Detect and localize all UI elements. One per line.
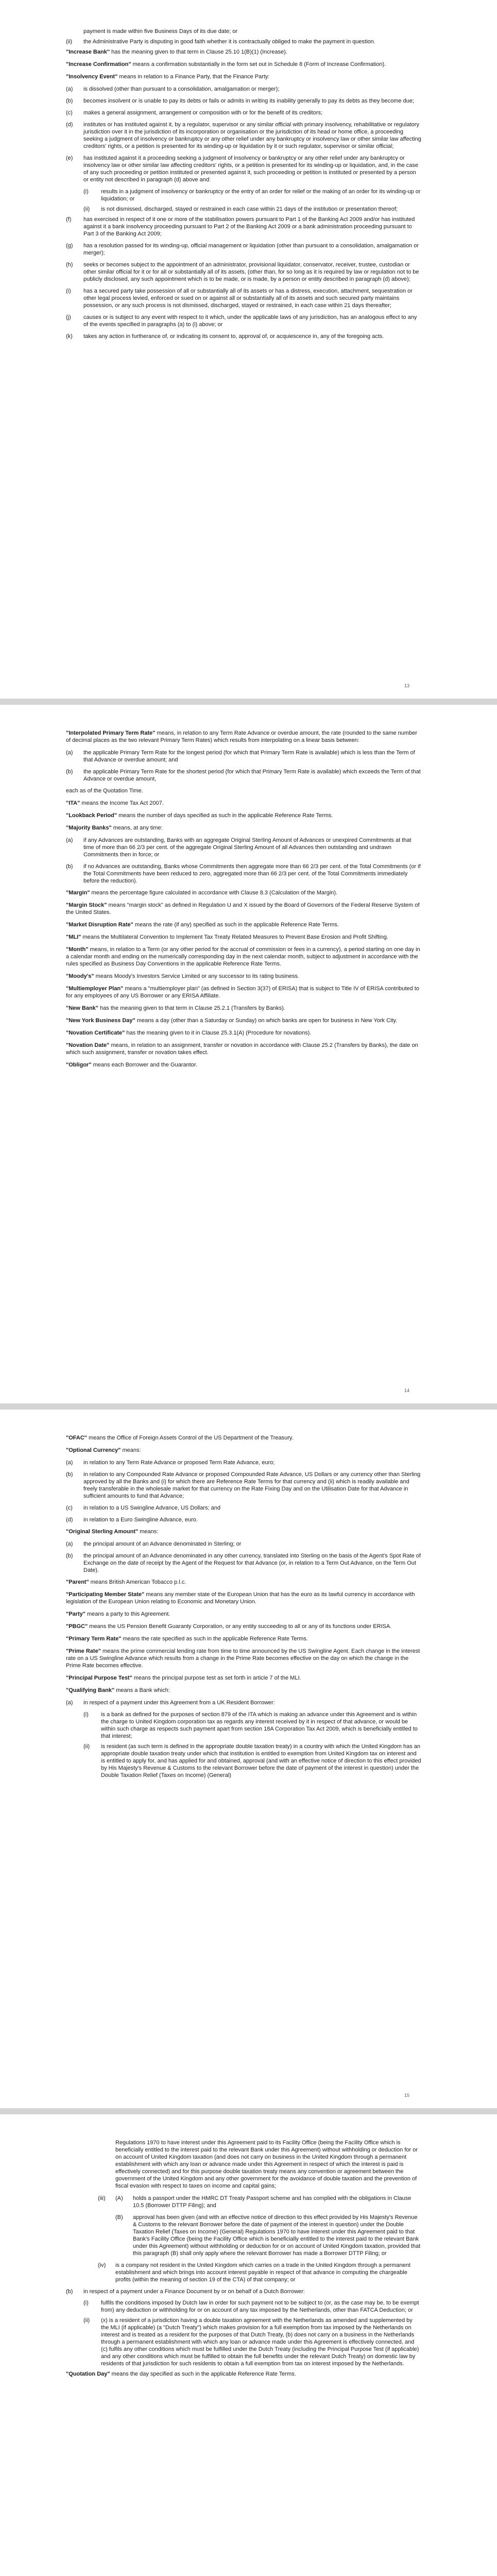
- list-item-label: (a): [66, 750, 73, 756]
- definition-paragraph: [66, 1447, 422, 1454]
- definition-paragraph: [66, 985, 422, 999]
- list-item: [115, 2214, 422, 2257]
- list-item: [83, 2299, 422, 2314]
- definition-text: means, in relation to any Term Rate Advance or overdue amount, the rate (rounded to the same number of decimal places as the two relevant Primary Term Rates) which results from interpolating on a linear basis between:: [66, 730, 417, 743]
- defined-term: "Party": [66, 1611, 85, 1617]
- defined-term: "Margin Stock": [66, 902, 107, 908]
- definition-paragraph: [66, 1579, 422, 1586]
- defined-term: "Insolvency Event": [66, 74, 118, 80]
- defined-term: "Multiemployer Plan": [66, 986, 124, 992]
- list-item: [66, 1552, 422, 1574]
- definition-paragraph: [66, 921, 422, 928]
- definition-paragraph: [66, 902, 422, 916]
- list-item-label: (ii): [83, 2317, 90, 2324]
- list-item: [66, 216, 422, 238]
- list-item-label: (i): [66, 288, 71, 294]
- defined-term: "Optional Currency": [66, 1447, 121, 1453]
- definition-paragraph: [66, 730, 422, 744]
- list-item: [66, 86, 422, 93]
- definition-paragraph: [66, 1648, 422, 1669]
- list-item: [83, 2317, 422, 2367]
- definition-paragraph: [66, 1005, 422, 1012]
- definition-text: means the prime commercial lending rate from time to time announced by the US Swingline Agent. Each change in the interest rate on a US Swingline Advance which results from a change in the Prime Rate becomes effective on the day on which the change in the Prime Rate becomes effective.: [66, 1648, 420, 1669]
- list-item: [66, 1504, 422, 1512]
- list-item: [66, 287, 422, 309]
- list-item-text: holds a passport under the HMRC DT Treaty Passport scheme and has complied with the obligations in Clause 10.5 (Borrower DTTP Filing); and: [133, 2195, 412, 2209]
- list-item-label: (B): [115, 2214, 123, 2221]
- list-item-text: in relation to any Compounded Rate Advance or proposed Compounded Rate Advance, US Dollars or any currency other than Sterling approved by all the Banks and (i) for which there are Reference Rate Terms for that currency and (ii) which is readily available and freely transferable in the wholesale market for that currency on the Rate Fixing Day and on the Utilisation Date for that Advance in sufficient amounts to fund that Advance;: [83, 1471, 421, 1499]
- page-content: [66, 1434, 422, 1779]
- definition-paragraph: [66, 1434, 422, 1442]
- definition-text: means a party to this Agreement.: [85, 1611, 170, 1617]
- defined-term: "Prime Rate": [66, 1648, 101, 1654]
- definition-text: has the meaning given to that term in Clause 25.2.1 (Transfers by Banks).: [98, 1005, 285, 1011]
- definition-text: means "margin stock" as defined in Regulation U and X issued by the Board of Governors of the Federal Reserve System of the United States.: [66, 902, 420, 916]
- list-item: [66, 97, 422, 105]
- list-item-text: payment is made within five Business Days of its due date; or: [83, 28, 237, 35]
- list-item-text: in relation to a Euro Swingline Advance, euro.: [83, 1517, 198, 1523]
- list-item-text: makes a general assignment, arrangement or composition with or for the benefit of its creditors;: [83, 110, 323, 116]
- definition-text: means, at any time:: [111, 825, 163, 831]
- list-item: [98, 2262, 422, 2283]
- list-item-text: results in a judgment of insolvency or bankruptcy or the entry of an order for relief or the making of an order for its winding-up or liquidation; or: [101, 189, 421, 202]
- list-item-label: (a): [66, 1460, 73, 1466]
- definition-paragraph: [66, 1042, 422, 1056]
- defined-term: "Month": [66, 946, 89, 953]
- list-item-label: (iii): [98, 2195, 106, 2201]
- definition-text: means the Multilateral Convention to Implement Tax Treaty Related Measures to Prevent Base Erosion and Profit Shifting.: [81, 934, 388, 940]
- definition-paragraph: [66, 934, 422, 941]
- list-item-text: seeks or becomes subject to the appointment of an administrator, provisional liquidator, conservator, receiver, trustee, custodian or other similar official for it or for all or substantially all of its assets, (other than, for so long as it is required by law or regulation not to be publicly disclosed, any such appointment which is to be made, or is made, by a person or entity described in paragraph (d) above);: [83, 262, 419, 282]
- definition-paragraph: [66, 61, 422, 68]
- list-item: [66, 28, 422, 35]
- list-item-label: (b): [66, 2289, 73, 2295]
- definition-text: means the rate (if any) specified as such in the applicable Reference Rate Terms.: [133, 922, 339, 928]
- list-item-text: has exercised in respect of it one or more of the stabilisation powers pursuant to Part 1 of the Banking Act 2009 and/or has instituted against it a bank insolvency proceeding pursuant to Part 2 of the Banking Act 2009 or a bank administration proceeding pursuant to Part 3 of the Banking Act 2009;: [83, 216, 415, 237]
- defined-term: "Original Sterling Amount": [66, 1529, 139, 1535]
- list-item-text: if any Advances are outstanding, Banks with an aggregate Original Sterling Amount of Advances or unexpired Commitments at that time of more than 66 2/3 per cent. of the aggregate Original Sterling Amount of all Advances then outstanding and undrawn Commitments then in force; or: [83, 837, 412, 858]
- definition-text: means the number of days specified as such in the applicable Reference Rate Terms.: [117, 812, 333, 819]
- list-item: [66, 242, 422, 257]
- list-item-label: (e): [66, 155, 73, 161]
- page-number: 14: [404, 1388, 409, 1393]
- defined-term: "Participating Member State": [66, 1591, 145, 1598]
- list-item-label: (i): [83, 2300, 89, 2306]
- defined-term: "Novation Date": [66, 1042, 110, 1048]
- list-item: [66, 1471, 422, 1500]
- defined-term: "OFAC": [66, 1435, 87, 1441]
- list-item: [66, 109, 422, 116]
- list-item-text: in respect of a payment under this Agreement from a UK Resident Borrower:: [83, 1700, 275, 1706]
- definition-text: means any member state of the European Union that has the euro as its lawful currency in accordance with legislation of the European Union relating to Economic and Monetary Union.: [66, 1591, 415, 1605]
- list-item-text: the applicable Primary Term Rate for the shortest period (for which that Primary Term Rate is available) which exceeds the Term of that Advance or overdue amount,: [83, 769, 421, 782]
- defined-term: "MLI": [66, 934, 81, 940]
- defined-term: "New York Business Day": [66, 1018, 135, 1024]
- continued-paragraph: Regulations 1970 to have interest under this Agreement paid to its Facility Office (being the Facility Office which is beneficially entitled to the interest paid to the relevant Bank under this Agreement) without withholding or deduction for or on account of United Kingdom taxation (and does not carry on business in the United Kingdom through a permanent establishment with which any loan or advance made under this Agreement in respect of which the interest is paid is effectively connected) and for this purpose double taxation treaty means any convention or agreement between the government of the United Kingdom and any other government for the avoidance of double taxation and the prevention of fiscal evasion with respect to taxes on income and capital gains;: [115, 2140, 418, 2189]
- definition-text: means a "multiemployer plan" (as defined in Section 3(37) of ERISA) that is subject to Title IV of ERISA contributed to for any employees of any US Borrower or any ERISA Affiliate.: [66, 986, 419, 999]
- list-item: [66, 863, 422, 885]
- defined-term: "Quotation Day": [66, 2371, 110, 2377]
- list-item-label: (a): [66, 837, 73, 843]
- list-item-label: (f): [66, 216, 72, 223]
- list-item: [66, 749, 422, 764]
- list-item-label: (iv): [98, 2262, 106, 2268]
- list-item-text: fulfils the conditions imposed by Dutch law in order for such payment not to be subject to (or, as the case may be, to be exempt from) any deduction or withholding for or on account of any tax imposed by the Netherlands, other than FATCA Deduction; or: [101, 2300, 419, 2313]
- list-item-label: (b): [66, 769, 73, 775]
- definition-paragraph: [66, 2370, 422, 2378]
- definition-text: means a day (other than a Saturday or Sunday) on which banks are open for business in New York City.: [135, 1018, 398, 1024]
- list-item-label: (d): [66, 122, 73, 128]
- list-item-text: is resident (as such term is defined in the appropriate double taxation treaty) in a country with which the United Kingdom has an appropriate double taxation treaty under which that institution is entitled to exemption from United Kingdom tax on interest and is entitled to apply for, and has applied for and obtained, approval (and with an effective notice of direction to this effect provided by His Majesty's Revenue & Customs to the relevant Borrower before the date of payment of the interest in question) under the Double Taxation Relief (Taxes on Income) (General): [101, 1743, 421, 1778]
- list-item-text: has a resolution passed for its winding-up, official management or liquidation (other than pursuant to a consolidation, amalgamation or merger);: [83, 243, 419, 256]
- list-item: [66, 314, 422, 328]
- list-item-label: (a): [66, 1541, 73, 1547]
- definition-paragraph: [66, 48, 422, 56]
- list-item-label: (a): [66, 86, 73, 92]
- document-page-3: [0, 1410, 497, 2108]
- list-item-text: becomes insolvent or is unable to pay its debts or fails or admits in writing its inability generally to pay its debts as they become due;: [83, 98, 414, 104]
- list-item-text: the applicable Primary Term Rate for the longest period (for which that Primary Term Rate is available) which is less than the Term of that Advance or overdue amount; and: [83, 750, 415, 763]
- definition-text: means Moody's Investors Service Limited or any successor to its rating business.: [94, 973, 299, 979]
- list-item-text: has instituted against it a proceeding seeking a judgment of insolvency or bankruptcy or any other relief under any bankruptcy or insolvency law or other similar law affecting creditors' rights, or a petition is presented for its winding-up or liquidation, and, in the case of any such proceeding or petition instituted or presented against it, such proceeding or petition is instituted or presented by a person or entity not described in paragraph (d) above and:: [83, 155, 418, 183]
- list-item: [66, 1699, 422, 1706]
- definition-paragraph: [66, 1687, 422, 1694]
- definition-paragraph: [66, 800, 422, 807]
- definition-paragraph: [66, 1674, 422, 1682]
- list-item-text: in respect of a payment under a Finance Document by or on behalf of a Dutch Borrower:: [83, 2289, 305, 2295]
- list-item-label: (A): [115, 2195, 123, 2201]
- definition-paragraph: [66, 1029, 422, 1037]
- list-item-label: (ii): [83, 206, 90, 212]
- list-item-text: in relation to a US Swingline Advance, US Dollars; and: [83, 1505, 220, 1511]
- definition-paragraph: [66, 1061, 422, 1069]
- definition-text: means the rate specified as such in the applicable Reference Rate Terms.: [121, 1636, 308, 1642]
- definition-paragraph: [66, 973, 422, 980]
- list-item-label: (b): [66, 1553, 73, 1559]
- list-item-label: (ii): [66, 39, 73, 45]
- list-item: [83, 206, 422, 213]
- defined-term: "Qualifying Bank": [66, 1687, 115, 1693]
- definition-text: means a Bank which:: [114, 1687, 170, 1693]
- definition-text: means British American Tobacco p.l.c.: [89, 1579, 186, 1585]
- defined-term: "Parent": [66, 1579, 89, 1585]
- definition-paragraph: [66, 812, 422, 819]
- list-item-label: (a): [66, 1700, 73, 1706]
- list-item: [66, 2288, 422, 2295]
- list-item-label: (b): [66, 863, 73, 870]
- definition-text: has the meaning given to that term in Clause 25.10 1(B)(1) (Increase).: [110, 49, 287, 55]
- list-item-text: in relation to any Term Rate Advance or proposed Term Rate Advance, euro;: [83, 1460, 275, 1466]
- definition-text: means in relation to a Finance Party, that the Finance Party:: [117, 74, 270, 80]
- definition-text: means the percentage figure calculated in accordance with Clause 8.3 (Calculation of the Margin).: [90, 890, 338, 896]
- defined-term: "Moody's": [66, 973, 94, 979]
- definition-text: means a confirmation substantially in the form set out in Schedule 8 (Form of Increase Confirmation).: [131, 61, 386, 67]
- list-item: [66, 1459, 422, 1466]
- definition-paragraph: [66, 1635, 422, 1642]
- list-item-label: (j): [66, 314, 71, 320]
- defined-term: "PBGC": [66, 1623, 88, 1630]
- page-content: [66, 2139, 422, 2378]
- defined-term: "Obligor": [66, 1062, 92, 1068]
- list-item: [83, 1711, 422, 1740]
- list-item-text: is a company not resident in the United Kingdom which carries on a trade in the United Kingdom through a permanent establishment and which brings into account interest payable in respect of that advance in computing the chargeable profits (within the meaning of section 19 of the CTA) of that company; or: [115, 2262, 410, 2283]
- list-item-label: (i): [83, 1711, 89, 1718]
- list-item-label: (b): [66, 1471, 73, 1478]
- definition-text: means the Office of Foreign Assets Control of the US Department of the Treasury.: [87, 1435, 294, 1441]
- list-item-text: if no Advances are outstanding, Banks whose Commitments then aggregate more than 66 2/3 per cent. of the Total Commitments (or if the Total Commitments have been reduced to zero, aggregated more than 66 2/3 per cent. of the Total Commitments immediately before the reduction).: [83, 863, 421, 884]
- list-item-text: is a bank as defined for the purposes of section 879 of the ITA which is making an advance under this Agreement and is within the charge to United Kingdom corporation tax as regards any interest received by it in respect of that advance, or would be within such charge as respects such payment apart from section 18A Corporation Tax Act 2009, which is beneficially entitled to that interest;: [101, 1711, 418, 1739]
- defined-term: "Primary Term Rate": [66, 1636, 122, 1642]
- list-item-text: the principal amount of an Advance denominated in Sterling; or: [83, 1541, 242, 1547]
- definition-paragraph: [66, 824, 422, 832]
- list-item: [66, 768, 422, 783]
- list-item-label: (h): [66, 262, 73, 268]
- list-item-label: (c): [66, 110, 73, 116]
- defined-term: "Increase Confirmation": [66, 61, 131, 67]
- list-item: [115, 2195, 422, 2209]
- definition-paragraph: [66, 1017, 422, 1024]
- definition-text: means, in relation to a Term (or any other period for the accrual of commission or fees in a currency), a period starting on one day in a calendar month and ending on the numerically corresponding day in the next calendar month, subject to adjustment in accordance with the rules specified as Business Day Conventions in the applicable Reference Rate Terms.: [66, 946, 420, 967]
- defined-term: "Interpolated Primary Term Rate": [66, 730, 156, 736]
- defined-term: "Majority Banks": [66, 825, 112, 831]
- defined-term: "Principal Purpose Test": [66, 1675, 132, 1681]
- defined-term: "ITA": [66, 800, 80, 806]
- page-content: [66, 730, 422, 1069]
- list-item-label: (b): [66, 98, 73, 104]
- definition-paragraph: [66, 1611, 422, 1618]
- list-item: [66, 1540, 422, 1548]
- list-item-label: (c): [66, 1505, 73, 1511]
- list-item-text: the Administrative Party is disputing in good faith whether it is contractually obliged to make the payment in question.: [83, 39, 375, 45]
- definition-text: means the Income Tax Act 2007.: [80, 800, 164, 806]
- list-item-text: is not dismissed, discharged, stayed or restrained in each case within 21 days of the institution or presentation thereof;: [101, 206, 398, 212]
- list-item-text: takes any action in furtherance of, or indicating its consent to, approval of, or acquiescence in, any of the foregoing acts.: [83, 333, 384, 340]
- defined-term: "New Bank": [66, 1005, 99, 1011]
- list-item-label: (i): [83, 189, 89, 195]
- defined-term: "Novation Certificate": [66, 1030, 125, 1036]
- definition-paragraph: [66, 1591, 422, 1605]
- list-item-text: has a secured party take possession of all or substantially all of its assets or has a distress, execution, attachment, sequestration or other legal process levied, enforced or sued on or against all or substantially all of its assets and such secured party maintains possession, or any such process is not dismissed, discharged, stayed or restrained, in each case within 21 days thereafter;: [83, 288, 413, 309]
- definition-text: means:: [121, 1447, 141, 1453]
- defined-term: "Lookback Period": [66, 812, 117, 819]
- defined-term: "Increase Bank": [66, 49, 110, 55]
- list-item: [83, 1743, 422, 1779]
- list-item: [66, 837, 422, 858]
- list-item: [66, 261, 422, 283]
- document-page-2: [0, 705, 497, 1403]
- definition-paragraph: [66, 73, 422, 80]
- list-item: [66, 155, 422, 183]
- document-page-1: [0, 0, 497, 699]
- list-item: [83, 188, 422, 202]
- definition-paragraph: [66, 787, 422, 794]
- definition-text: means each Borrower and the Guarantor.: [91, 1062, 197, 1068]
- list-item: [66, 1516, 422, 1523]
- definition-text: means, in relation to an assignment, transfer or novation in accordance with Clause 25.2 (Transfers by Banks), the date on which such assignment, transfer or novation takes effect.: [66, 1042, 418, 1056]
- list-item-text: is dissolved (other than pursuant to a consolidation, amalgamation or merger);: [83, 86, 280, 92]
- definition-text: has the meaning given to it in Clause 25.3.1(A) (Procedure for novations).: [125, 1030, 312, 1036]
- list-item-label: (k): [66, 333, 73, 340]
- list-item-text: the principal amount of an Advance denominated in any other currency, translated into Sterling on the basis of the Agent's Spot Rate of Exchange on the date of receipt by the Agent of the Request for that Advance (or, in relation to a Term Out Advance, on the Term Out Date).: [83, 1553, 421, 1573]
- page-number: 13: [404, 683, 409, 688]
- list-item-label: (d): [66, 1517, 73, 1523]
- definition-paragraph: [66, 946, 422, 968]
- list-item-text: (x) is a resident of a jurisdiction having a double taxation agreement with the Netherlands as amended and supplemented by the MLI (if applicable) (a "Dutch Treaty") which makes provision for a full exemption from tax imposed by the Netherlands on interest and is treated as a resident for the purposes of that Dutch Treaty, (b) does not carry on a business in the Netherlands through a permanent establishment with which any loan or advance made under this Agreement is effectively connected, and (c) fulfils any other conditions which must be fulfilled under the Dutch Treaty (including the Principal Purpose Test (if applicable) and any other conditions which must be fulfilled to obtain the full benefits under the relevant Dutch Treaty) on domestic law by residents of that jurisdiction for such residents to obtain a full exemption from tax on interest imposed by the Netherlands.: [101, 2317, 419, 2367]
- page-number: 15: [404, 2093, 409, 2098]
- definition-text: means the day specified as such in the applicable Reference Rate Terms.: [110, 2371, 296, 2377]
- page-content: [66, 28, 422, 340]
- defined-term: "Margin": [66, 890, 90, 896]
- definition-text: means the US Pension Benefit Guaranty Corporation, or any entity succeeding to all or any of its functions under ERISA.: [88, 1623, 392, 1630]
- list-item: [66, 38, 422, 45]
- list-item: [66, 121, 422, 150]
- definition-text: means:: [138, 1529, 159, 1535]
- definition-paragraph: [66, 1528, 422, 1535]
- list-item-label: (ii): [83, 1743, 90, 1750]
- defined-term: "Market Disruption Rate": [66, 922, 133, 928]
- list-item: [66, 333, 422, 340]
- definition-paragraph: [66, 1623, 422, 1630]
- definition-text: means the principal purpose test as set forth in article 7 of the MLI.: [132, 1675, 301, 1681]
- definition-paragraph: [66, 889, 422, 896]
- list-item-label: (g): [66, 243, 73, 249]
- list-item-text: approval has been given (and with an effective notice of direction to this effect provided by His Majesty's Revenue & Customs to the relevant Borrower before the date of payment of the interest in question) under the Double Taxation Relief (Taxes on Income) (General) Regulations 1970 to have interest under this Agreement paid to that Bank's Facility Office (being the Facility Office which is beneficially entitled to the interest paid to the relevant Bank under this Agreement) without withholding or deduction for or on account of United Kingdom taxation, provided that this paragraph (B) shall only apply where the relevant Borrower has made a Borrower DTTP Filing; or: [133, 2214, 421, 2257]
- document-page-4: [0, 2114, 497, 2576]
- definition-text: each as of the Quotation Time.: [66, 788, 143, 794]
- list-item-text: institutes or has instituted against it, by a regulator, supervisor or any similar official with primary insolvency, rehabilitative or regulatory jurisdiction over it in the jurisdiction of its incorporation or organisation or the jurisdiction of its head or home office, a proceeding seeking a judgment of insolvency or bankruptcy or any other relief under any bankruptcy or insolvency law or other similar law affecting creditors' rights, or a petition is presented for its winding-up or liquidation by it or such regulator, supervisor or similar official;: [83, 122, 421, 149]
- list-item-text: causes or is subject to any event with respect to it which, under the applicable laws of any jurisdiction, has an analogous effect to any of the events specified in paragraphs (a) to (i) above; or: [83, 314, 417, 328]
